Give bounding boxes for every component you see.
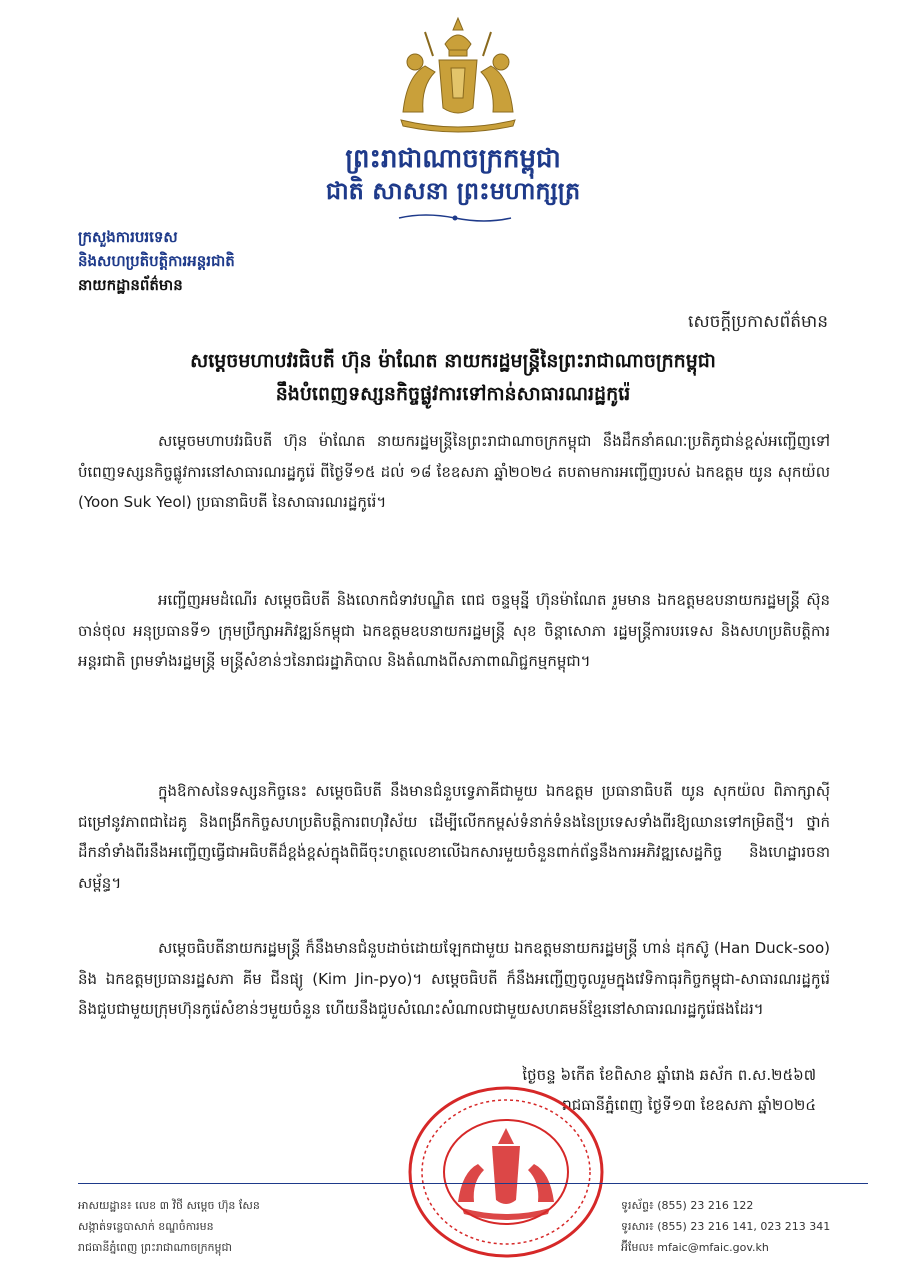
divider-flourish-icon — [395, 212, 515, 224]
address-line2: សង្កាត់ទន្លេបាសាក់ ខណ្ឌចំការមន — [78, 1220, 214, 1233]
press-release-label: សេចក្តីប្រកាសព័ត៌មាន — [688, 312, 828, 332]
kingdom-name: ព្រះរាជាណាចក្រកម្ពុជា — [345, 144, 561, 174]
ministry-name-line2: និងសហប្រតិបត្តិការអន្តរជាតិ — [78, 252, 235, 270]
email-link[interactable]: mfaic@mfaic.gov.kh — [657, 1241, 769, 1254]
lunar-date: ថ្ងៃចន្ទ ៦កើត ខែពិសាខ ឆ្នាំរោង ឆស័ក ព.ស.២៥៦៧ — [522, 1066, 816, 1084]
footer-divider — [78, 1183, 868, 1184]
email-label: អ៊ីមែល៖ — [621, 1241, 654, 1254]
ministry-name-line1: ក្រសួងការបរទេស — [78, 228, 178, 246]
footer-contacts — [621, 1195, 830, 1258]
official-red-seal-icon — [406, 1082, 606, 1262]
body-paragraph-3: ក្នុងឱកាសនៃទស្សនកិច្ចនេះ សម្តេចធិបតី នឹងមានជំនួបទ្វេភាគីជាមួយ ឯកឧត្តម ប្រធានាធិបតី យូន សុកយ៉ល ពិភាក្សាស៊ីជម្រៅនូវភាពជាដៃគូ និងពង្រីកកិច្ចសហប្រតិបត្តិការពហុវិស័យ ដើម្បីលើកកម្ពស់ទំនាក់ទំនងនៃប្រទេសទាំងពីរឱ្យឈានទៅកម្រិតថ្មី។ ថ្នាក់ដឹកនាំទាំងពីរនឹងអញ្ជើញធ្វើជាអធិបតីដ៏ខ្ពង់ខ្ពស់ក្នុងពិធីចុះហត្ថលេខាលើឯកសារមួយចំនួនពាក់ព័ន្ធនឹងការអភិវឌ្ឍសេដ្ឋកិច្ច និងហេដ្ឋារចនាសម្ព័ន្ធ។ — [78, 782, 830, 892]
ministry-block — [78, 225, 235, 297]
phone-label: ទូរស័ព្ទ៖ — [621, 1199, 654, 1212]
address-label: អាសយដ្ឋាន៖ — [78, 1199, 132, 1212]
address-line3: រាជធានីភ្នំពេញ ព្រះរាជាណាចក្រកម្ពុជា — [78, 1241, 232, 1254]
fax-number: (855) 23 216 141, 023 213 341 — [657, 1220, 831, 1233]
document-title-line2: នឹងបំពេញទស្សនកិច្ចផ្លូវការទៅកាន់សាធារណរដ្ឋកូរ៉េ — [275, 383, 631, 405]
royal-coat-of-arms-icon — [395, 16, 521, 134]
solar-date-place: រាជធានីភ្នំពេញ ថ្ងៃទី១៣ ខែឧសភា ឆ្នាំ២០២៤ — [562, 1096, 816, 1114]
body-paragraph-1: សម្តេចមហាបវរធិបតី ហ៊ុន ម៉ាណែត នាយករដ្ឋមន្ត្រីនៃព្រះរាជាណាចក្រកម្ពុជា នឹងដឹកនាំគណៈប្រតិភូជាន់ខ្ពស់អញ្ជើញទៅបំពេញទស្សនកិច្ចផ្លូវការនៅសាធារណរដ្ឋកូរ៉េ ពីថ្ងៃទី១៥ ដល់ ១៨ ខែឧសភា ឆ្នាំ២០២៤ តបតាមការអញ្ជើញរបស់ ឯកឧត្តម យូន សុកយ៉ល (Yoon Suk Yeol) ប្រធានាធិបតី នៃសាធារណរដ្ឋកូរ៉េ។ — [78, 432, 830, 511]
body-paragraph-4: សម្តេចធិបតីនាយករដ្ឋមន្ត្រី ក៏នឹងមានជំនួបដាច់ដោយឡែកជាមួយ ឯកឧត្តមនាយករដ្ឋមន្ត្រី ហាន់ ដុកស៊ូ (Han Duck-soo) និង ឯកឧត្តមប្រធានរដ្ឋសភា គីម ជីនផ្យូ (Kim Jin-pyo)។ សម្តេចធិបតី ក៏នឹងអញ្ជើញចូលរួមក្នុងវេទិកាធុរកិច្ចកម្ពុជា-សាធារណរដ្ឋកូរ៉េ និងជួបជាមួយក្រុមហ៊ុនកូរ៉េសំខាន់ៗមួយចំនួន ហើយនឹងជួបសំណេះសំណាលជាមួយសហគមន៍ខ្មែរនៅសាធារណរដ្ឋកូរ៉េផងដែរ។ — [78, 939, 830, 1018]
document-title-line1: សម្តេចមហាបវរធិបតី ហ៊ុន ម៉ាណែត នាយករដ្ឋមន្ត្រីនៃព្រះរាជាណាចក្រកម្ពុជា — [190, 350, 716, 372]
department-name: នាយកដ្ឋានព័ត៌មាន — [78, 276, 183, 294]
fax-label: ទូរសារ៖ — [621, 1220, 654, 1233]
phone-number: (855) 23 216 122 — [657, 1199, 754, 1212]
body-paragraph-2: អញ្ជើញអមដំណើរ សម្តេចធិបតី និងលោកជំទាវបណ្ឌិត ពេជ ចន្ទមុន្នី ហ៊ុនម៉ាណែត រួមមាន ឯកឧត្តមឧបនាយករដ្ឋមន្ត្រី ស៊ុន ចាន់ថុល អនុប្រធានទី១ ក្រុមប្រឹក្សាអភិវឌ្ឍន៍កម្ពុជា ឯកឧត្តមឧបនាយករដ្ឋមន្ត្រី សុខ ចិន្តាសោភា រដ្ឋមន្ត្រីការបរទេស និងសហប្រតិបត្តិការអន្តរជាតិ ព្រមទាំងរដ្ឋមន្ត្រី មន្ត្រីសំខាន់ៗនៃរាជរដ្ឋាភិបាល និងតំណាងពីសភាពាណិជ្ជកម្មកម្ពុជា។ — [78, 591, 830, 670]
national-motto: ជាតិ សាសនា ព្រះមហាក្សត្រ — [325, 177, 581, 205]
footer-address — [78, 1195, 260, 1258]
address-line1: លេខ ៣ វិថី សម្តេច ហ៊ុន សែន — [135, 1199, 260, 1212]
